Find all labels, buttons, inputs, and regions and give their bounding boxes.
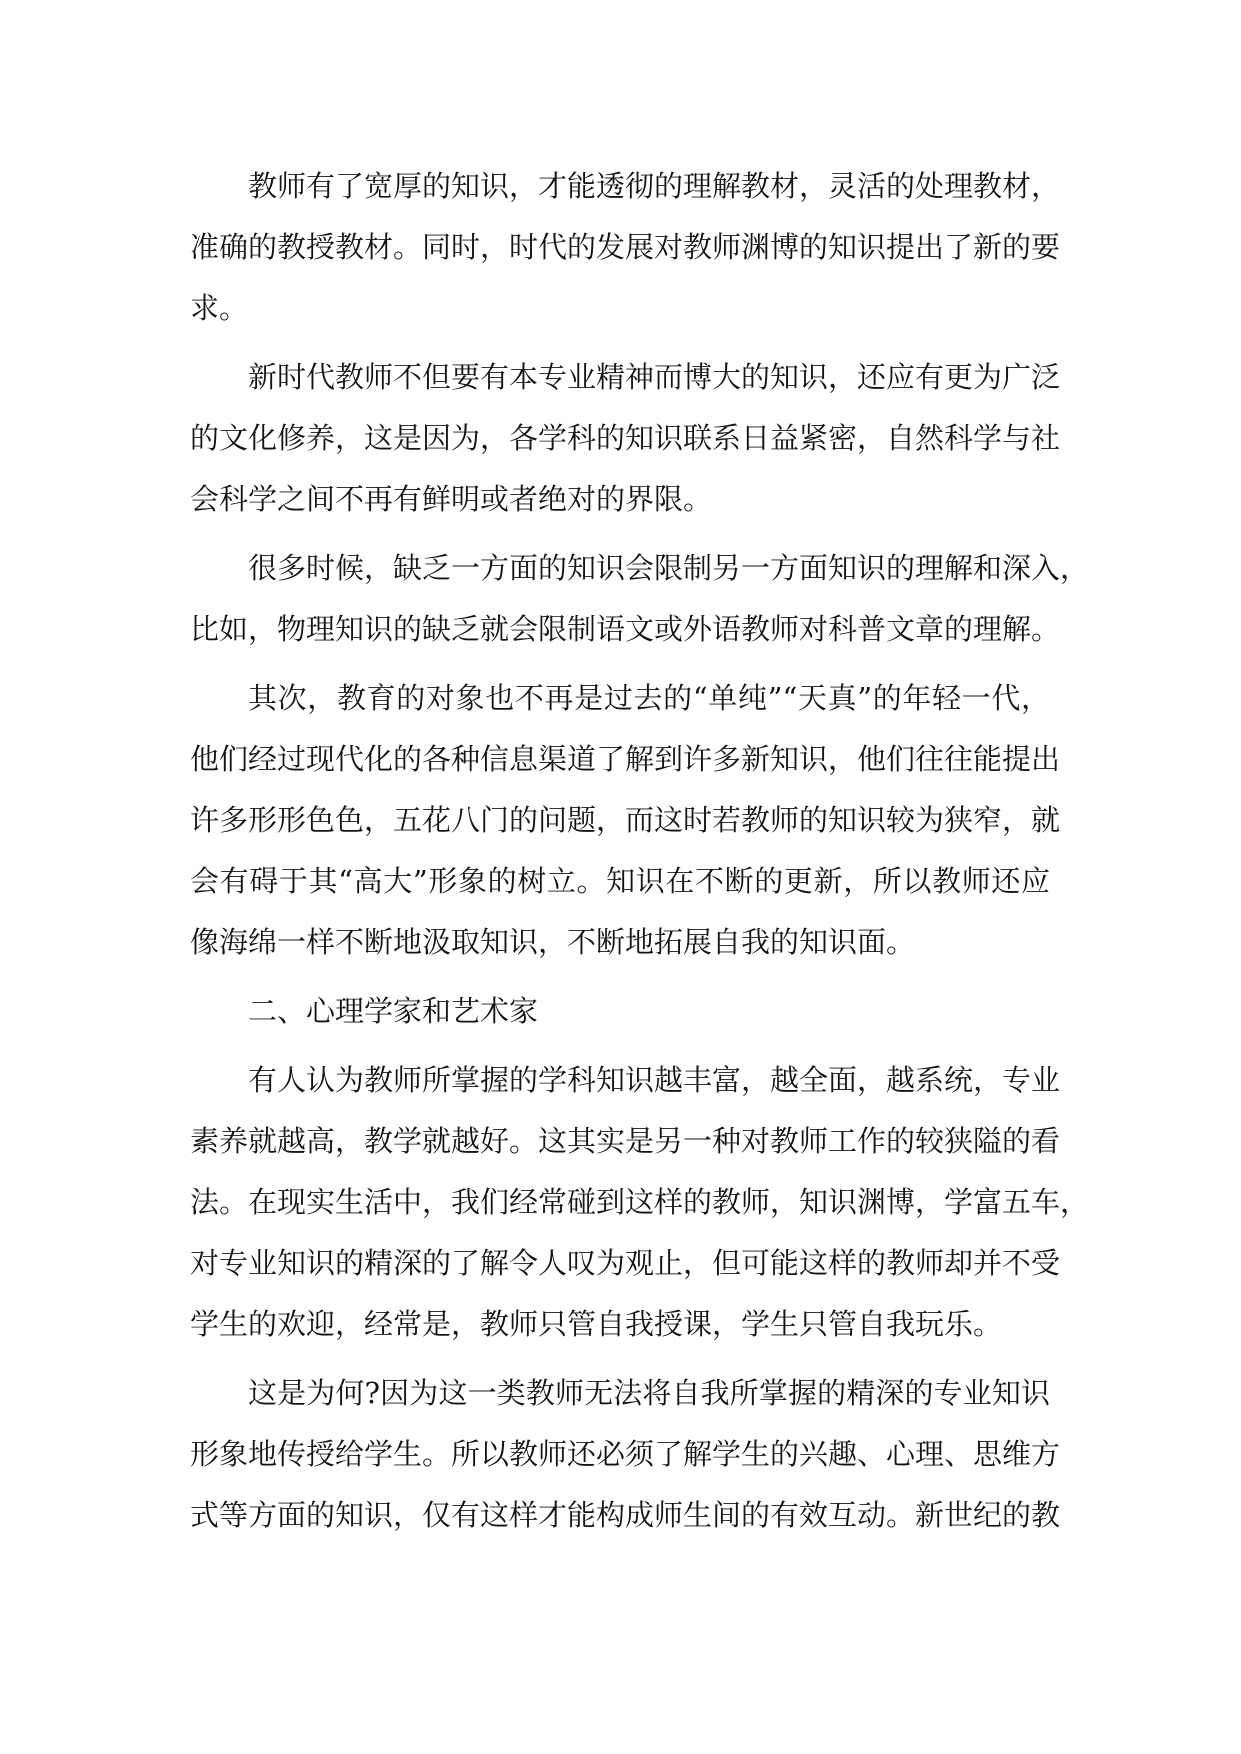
paragraph-education-target [190, 668, 1061, 973]
text-line: 这是为何?因为这一类教师无法将自我所掌握的精深的专业知识 [248, 1376, 1050, 1410]
text-line: 比如，物理知识的缺乏就会限制语文或外语教师对科普文章的理解。 [190, 612, 1061, 646]
text-line: 很多时候，缺乏一方面的知识会限制另一方面知识的理解和深入， [248, 551, 1090, 585]
text-line: 会科学之间不再有鲜明或者绝对的界限。 [190, 482, 713, 516]
paragraph-teacher-knowledge [190, 156, 1061, 339]
paragraph-subject-knowledge [190, 1050, 1090, 1355]
paragraph-lack-of-knowledge [190, 538, 1090, 660]
text-line: 学生的欢迎，经常是，教师只管自我授课，学生只管自我玩乐。 [190, 1307, 1003, 1341]
text-line: 新时代教师不但要有本专业精神而博大的知识，还应有更为广泛 [248, 360, 1061, 394]
text-line: 式等方面的知识，仅有这样才能构成师生间的有效互动。新世纪的教 [190, 1498, 1061, 1532]
text-line: 像海绵一样不断地汲取知识，不断地拓展自我的知识面。 [190, 925, 916, 959]
text-line: 其次，教育的对象也不再是过去的“单纯”“天真”的年轻一代， [248, 681, 1050, 715]
text-line: 他们经过现代化的各种信息渠道了解到许多新知识，他们往往能提出 [190, 742, 1061, 776]
text-line: 准确的教授教材。同时，时代的发展对教师渊博的知识提出了新的要 [190, 230, 1061, 264]
paragraph-new-era-teacher [190, 347, 1061, 530]
text-line: 教师有了宽厚的知识，才能透彻的理解教材，灵活的处理教材， [248, 169, 1061, 203]
text-line: 有人认为教师所掌握的学科知识越丰富，越全面，越系统，专业 [248, 1063, 1061, 1097]
text-line: 许多形形色色，五花八门的问题，而这时若教师的知识较为狭窄，就 [190, 803, 1061, 837]
text-line: 形象地传授给学生。所以教师还必须了解学生的兴趣、心理、思维方 [190, 1437, 1061, 1471]
text-line: 法。在现实生活中，我们经常碰到这样的教师，知识渊博，学富五车， [190, 1185, 1090, 1219]
text-line: 对专业知识的精深的了解令人叹为观止，但可能这样的教师却并不受 [190, 1246, 1061, 1280]
document-body [190, 156, 1090, 1554]
section-heading [190, 981, 1050, 1042]
text-line: 求。 [190, 291, 249, 325]
text-line: 的文化修养，这是因为，各学科的知识联系日益紧密，自然科学与社 [190, 421, 1061, 455]
section-heading-text: 二、心理学家和艺术家 [248, 994, 539, 1028]
text-line: 会有碍于其“高大”形象的树立。知识在不断的更新，所以教师还应 [190, 864, 1050, 898]
text-line: 素养就越高，教学就越好。这其实是另一种对教师工作的较狭隘的看 [190, 1124, 1061, 1158]
paragraph-why [190, 1363, 1061, 1546]
